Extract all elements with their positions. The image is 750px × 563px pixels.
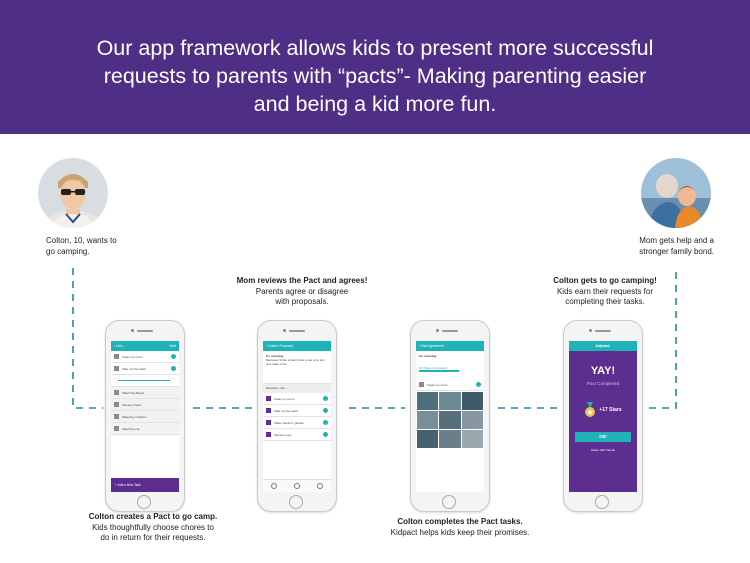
task-label: Take out the trash [122,366,146,371]
task-photo[interactable] [417,392,438,410]
task-row[interactable] [111,411,179,423]
task-photo[interactable] [462,411,483,429]
section-header: Because I will... [263,384,331,393]
phone-screen [416,341,484,492]
task-label: Clean my room [427,382,448,387]
camera-icon [283,329,286,332]
trash-icon [114,366,119,371]
app-title-bar [263,341,331,351]
stars-earned: +17 Stars [599,407,622,413]
task-row[interactable] [263,393,331,405]
headline-line-1: Our app framework allows kids to present more successful [96,36,654,60]
create-caption-line-1: Kids thoughtfully choose chores to [92,522,214,532]
task-row[interactable] [416,379,484,391]
task-label: Clean my room [122,354,143,359]
home-tab-icon[interactable] [271,483,277,489]
task-row[interactable] [263,405,331,417]
task-row[interactable] [111,363,179,375]
vacuum-icon [266,432,271,437]
phone-create-pact [105,320,185,512]
stars-tab-icon[interactable] [294,483,300,489]
home-button [442,495,456,509]
check-icon[interactable] [171,366,176,371]
task-photo[interactable] [417,430,438,448]
progress-bar [419,370,459,372]
next-button[interactable]: Next [169,344,176,348]
medal-icon [584,402,596,418]
tab-bar [263,479,331,492]
speaker-grille [595,330,611,332]
reward-caption-line-1: Kids earn their requests for [556,286,654,296]
step-start-caption [46,236,117,257]
speaker-grille [442,330,458,332]
stars-award [569,402,637,418]
step-end-caption [612,236,714,257]
request-title: Go camping [419,354,437,358]
speaker-grille [289,330,305,332]
request-reason: Because I'd like to learn how to set up a tent and make a fire. [266,358,325,366]
task-label: Watering / Garden [122,414,147,419]
check-icon[interactable] [171,354,176,359]
task-photo[interactable] [439,392,460,410]
step-create-caption [78,512,228,544]
task-row[interactable] [111,351,179,363]
request-card [263,351,331,384]
plant-icon [114,414,119,419]
speaker-grille [137,330,153,332]
task-slider[interactable] [118,380,170,382]
app-title-bar [416,341,484,351]
phone-review-pact [257,320,337,512]
pact-status: Pact Completed [586,381,620,386]
task-photo[interactable] [439,411,460,429]
headline-line-3: and being a kid more fun. [253,92,497,116]
create-caption-line-2: do in return for their requests. [100,533,206,542]
review-caption-title: Mom reviews the Pact and agrees! [236,276,368,285]
review-caption-line-1: Parents agree or disagree [255,286,349,296]
phone-screen [263,341,331,492]
complete-caption-line-1: Kidpact helps kids keep their promises. [390,527,530,537]
phone-screen [111,341,179,492]
reward-caption-title: Colton gets to go camping! [553,276,657,285]
headline-line-2: requests to parents with “pacts”- Making parenting easier [103,64,647,88]
task-label: Watch the Bears [122,390,145,395]
task-row[interactable] [263,417,331,429]
back-link[interactable]: ‹ Let's... [114,344,126,348]
add-task-button[interactable]: + Add a New Task [111,478,179,492]
complete-caption-title: Colton completes the Pact tasks. [397,517,523,526]
end-caption-line-1: Mom gets help and a [639,236,714,245]
home-button [595,495,609,509]
vacuum-icon [114,402,119,407]
progress-text: 0/7 Tasks Completed [419,366,447,370]
step-reward-caption [540,276,670,308]
task-label: Vacuum Clean [122,402,142,407]
task-row[interactable] [263,429,331,441]
brand-logo: kidpact. [595,343,611,348]
plant-icon [266,420,271,425]
camera-icon [131,329,134,332]
task-label: Water plants in garden [274,420,305,425]
share-link[interactable]: Share with friends [590,448,615,452]
task-row[interactable] [111,423,179,435]
step-complete-caption [370,517,550,538]
task-photo[interactable] [462,392,483,410]
car-icon [114,426,119,431]
check-icon[interactable] [323,396,328,401]
review-caption-line-2: with proposals. [275,297,329,306]
create-caption-title: Colton creates a Pact to go camp. [88,512,218,521]
start-caption-line-1: Colton, 10, wants to [46,236,117,245]
check-icon[interactable] [323,432,328,437]
screen-title: ‹ Colton's Proposal [266,344,293,348]
slider-row[interactable] [111,375,179,387]
phone-reward [563,320,643,512]
camera-icon [436,329,439,332]
phone-complete-tasks [410,320,490,512]
home-button [137,495,151,509]
check-icon[interactable] [476,382,481,387]
end-caption-line-2: stronger family bond. [639,246,714,256]
ok-button[interactable]: Ok! [575,432,631,442]
task-photo[interactable] [439,430,460,448]
reward-caption-line-2: completing their tasks. [565,297,645,306]
task-photo[interactable] [417,411,438,429]
broom-icon [114,354,119,359]
parent-avatar [641,158,711,228]
broom-icon [266,396,271,401]
task-row[interactable] [111,387,179,399]
request-title: Go camping [266,354,284,358]
app-title-bar [569,341,637,351]
broom-icon [419,382,424,387]
start-caption-line-2: go camping. [46,246,90,256]
child-avatar [38,158,108,228]
request-card [416,351,484,379]
screen-title: ‹ Pact Agreement [419,344,444,348]
yay-heading: YAY! [590,365,616,377]
task-photo-grid [416,391,484,449]
phone-screen [569,341,637,492]
trash-icon [266,408,271,413]
check-icon[interactable] [323,408,328,413]
check-icon[interactable] [323,420,328,425]
task-label: Take out the trash [274,408,298,413]
home-button [289,495,303,509]
app-title-bar [111,341,179,351]
task-photo[interactable] [462,430,483,448]
task-row[interactable] [111,399,179,411]
task-label: Wash the car [122,426,140,431]
settings-tab-icon[interactable] [317,483,323,489]
step-review-caption [232,276,372,308]
tv-icon [114,390,119,395]
task-label: Vacuum rugs [274,432,292,437]
camera-icon [589,329,592,332]
task-label: Clean my room [274,396,295,401]
